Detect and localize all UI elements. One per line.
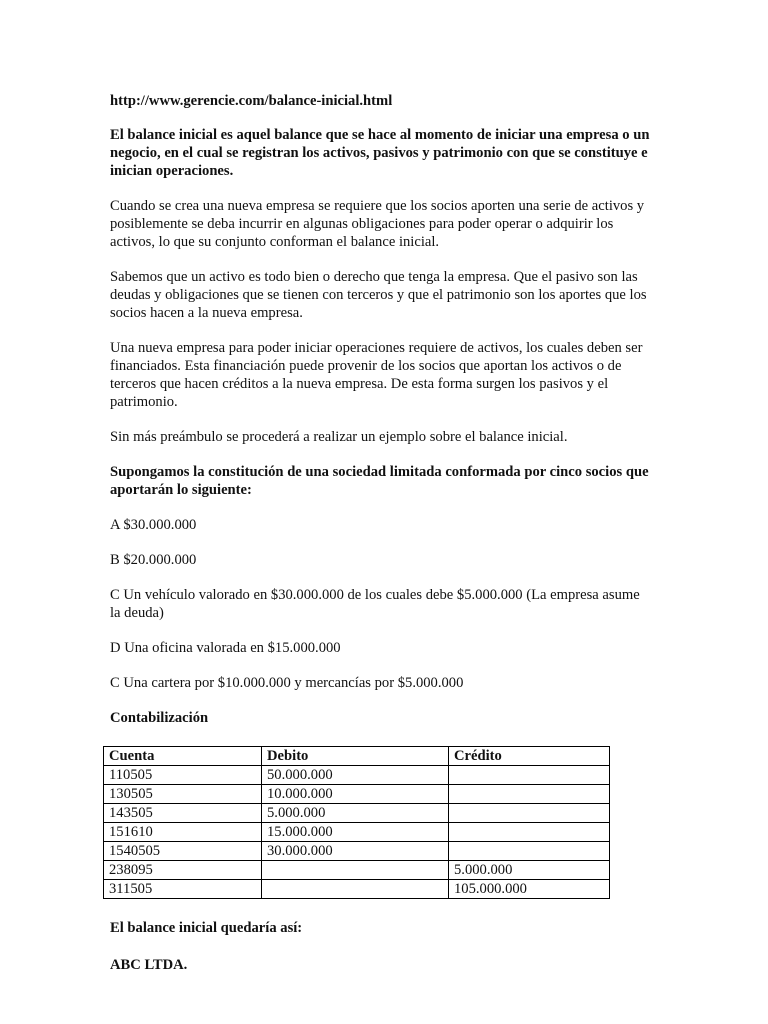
paragraph-2: Sabemos que un activo es todo bien o derecho que tenga la empresa. Que el pasivo son las deudas y obligaciones que se tienen con terceros y que el patrimonio son los aportes que los socios hacen a la nueva empresa. xyxy=(110,269,647,321)
example-heading: Supongamos la constitución de una sociedad limitada conformada por cinco socios que aportarán lo siguiente: xyxy=(110,464,649,498)
document-page xyxy=(110,92,650,991)
header-debito: Debito xyxy=(262,747,449,766)
cell-account: 110505 xyxy=(104,766,262,785)
accounting-table xyxy=(103,746,610,899)
table-row xyxy=(104,766,610,785)
table-header-row xyxy=(104,747,610,766)
cell-credit xyxy=(449,766,610,785)
table-row xyxy=(104,861,610,880)
cell-debit: 10.000.000 xyxy=(262,785,449,804)
contribution-b: B $20.000.000 xyxy=(110,552,197,568)
contribution-c-portfolio: C Una cartera por $10.000.000 y mercancías por $5.000.000 xyxy=(110,675,464,691)
paragraph-1: Cuando se crea una nueva empresa se requiere que los socios aporten una serie de activos y posiblemente se deba incurrir en algunas obligaciones para poder operar o adquirir los activos, lo que su conjunto conforman el balance inicial. xyxy=(110,198,645,250)
table-row xyxy=(104,785,610,804)
source-url[interactable]: http://www.gerencie.com/balance-inicial.html xyxy=(110,93,393,109)
cell-account: 143505 xyxy=(104,804,262,823)
cell-credit xyxy=(449,804,610,823)
cell-credit: 5.000.000 xyxy=(449,861,610,880)
cell-account: 151610 xyxy=(104,823,262,842)
cell-account: 1540505 xyxy=(104,842,262,861)
company-name: ABC LTDA. xyxy=(110,957,188,973)
table-row xyxy=(104,842,610,861)
paragraph-3: Una nueva empresa para poder iniciar operaciones requiere de activos, los cuales deben ser financiados. Esta financiación puede provenir de los socios que aportan los activos o de terceros que hacen créditos a la nueva empresa. De esta forma surgen los pasivos y el patrimonio. xyxy=(110,340,643,410)
cell-account: 130505 xyxy=(104,785,262,804)
cell-account: 238095 xyxy=(104,861,262,880)
cell-debit xyxy=(262,880,449,899)
cell-debit xyxy=(262,861,449,880)
table-row xyxy=(104,804,610,823)
cell-credit xyxy=(449,842,610,861)
cell-debit: 30.000.000 xyxy=(262,842,449,861)
accounting-heading: Contabilización xyxy=(110,710,209,726)
cell-debit: 15.000.000 xyxy=(262,823,449,842)
cell-debit: 5.000.000 xyxy=(262,804,449,823)
contribution-a: A $30.000.000 xyxy=(110,517,197,533)
cell-credit: 105.000.000 xyxy=(449,880,610,899)
balance-heading: El balance inicial quedaría así: xyxy=(110,920,303,936)
contribution-d: D Una oficina valorada en $15.000.000 xyxy=(110,640,341,656)
intro-paragraph: El balance inicial es aquel balance que se hace al momento de iniciar una empresa o un negocio, en el cual se registran los activos, pasivos y patrimonio con que se constituye e inician operaciones. xyxy=(110,127,650,179)
cell-credit xyxy=(449,823,610,842)
cell-debit: 50.000.000 xyxy=(262,766,449,785)
table-row xyxy=(104,880,610,899)
header-credito: Crédito xyxy=(449,747,610,766)
cell-account: 311505 xyxy=(104,880,262,899)
cell-credit xyxy=(449,785,610,804)
table-row xyxy=(104,823,610,842)
header-cuenta: Cuenta xyxy=(104,747,262,766)
paragraph-4: Sin más preámbulo se procederá a realizar un ejemplo sobre el balance inicial. xyxy=(110,429,568,445)
contribution-c-vehicle: C Un vehículo valorado en $30.000.000 de los cuales debe $5.000.000 (La empresa asume la deuda) xyxy=(110,587,640,621)
